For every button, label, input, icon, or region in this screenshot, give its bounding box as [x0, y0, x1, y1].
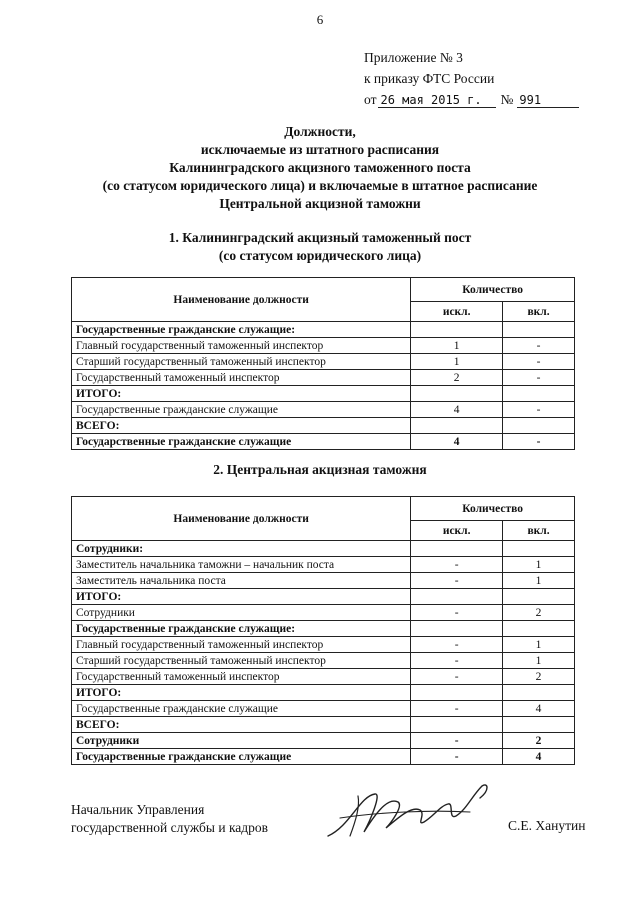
table-row — [72, 733, 575, 749]
row-incl: 4 — [503, 749, 575, 765]
row-excl: - — [411, 701, 503, 717]
row-incl: 4 — [503, 701, 575, 717]
row-incl — [503, 717, 575, 733]
title-line: исключаемые из штатного расписания — [200, 142, 440, 157]
table-row — [72, 717, 575, 733]
row-name: Государственный таможенный инспектор — [72, 370, 411, 386]
table-row — [72, 354, 575, 370]
header-excl: искл. — [411, 302, 503, 322]
row-incl — [503, 418, 575, 434]
row-incl — [503, 386, 575, 402]
row-name: Государственные гражданские служащие — [72, 701, 411, 717]
row-excl: - — [411, 669, 503, 685]
title-line: Должности, — [284, 124, 356, 139]
table-row — [72, 701, 575, 717]
row-incl — [503, 589, 575, 605]
header-excl: искл. — [411, 521, 503, 541]
row-incl: - — [503, 434, 575, 450]
row-name: Государственные гражданские служащие: — [72, 621, 411, 637]
signature-title — [71, 801, 268, 837]
title-line: Калининградского акцизного таможенного поста — [169, 160, 471, 175]
row-incl: 2 — [503, 733, 575, 749]
row-excl — [411, 685, 503, 701]
header-position: Наименование должности — [72, 497, 411, 541]
row-name: Сотрудники: — [72, 541, 411, 557]
row-name: Старший государственный таможенный инспектор — [72, 354, 411, 370]
row-excl — [411, 386, 503, 402]
appendix-no-sign: № — [500, 92, 514, 107]
appendix-title: Приложение № 3 — [364, 50, 463, 65]
appendix-ot: от — [364, 92, 377, 107]
appendix-number: 991 — [517, 93, 579, 108]
row-excl: 4 — [411, 434, 503, 450]
section2-table — [71, 496, 575, 765]
appendix-date-line — [364, 89, 579, 110]
table-row — [72, 749, 575, 765]
title-line: (со статусом юридического лица) и включаемые в штатное расписание — [102, 178, 538, 193]
row-excl — [411, 589, 503, 605]
table-row — [72, 605, 575, 621]
section1-title-line2: (со статусом юридического лица) — [218, 248, 422, 263]
row-name: Главный государственный таможенный инспектор — [72, 637, 411, 653]
row-incl: 1 — [503, 573, 575, 589]
row-excl: 2 — [411, 370, 503, 386]
table-row — [72, 402, 575, 418]
section1-title-line1: 1. Калининградский акцизный таможенный пост — [168, 230, 472, 245]
header-quantity: Количество — [411, 278, 575, 302]
section1-table — [71, 277, 575, 450]
table-row — [72, 573, 575, 589]
row-excl: - — [411, 637, 503, 653]
row-name: Старший государственный таможенный инспектор — [72, 653, 411, 669]
page-number: 6 — [316, 12, 324, 27]
row-excl: - — [411, 557, 503, 573]
row-incl — [503, 541, 575, 557]
row-excl: - — [411, 573, 503, 589]
row-incl: - — [503, 370, 575, 386]
row-excl — [411, 621, 503, 637]
signer-name: С.Е. Ханутин — [508, 818, 586, 833]
row-name: Государственные гражданские служащие — [72, 434, 411, 450]
row-name: Сотрудники — [72, 605, 411, 621]
table-row — [72, 322, 575, 338]
row-name: ВСЕГО: — [72, 418, 411, 434]
row-incl: 1 — [503, 653, 575, 669]
row-excl — [411, 418, 503, 434]
row-incl — [503, 621, 575, 637]
row-incl: - — [503, 338, 575, 354]
row-incl: 1 — [503, 557, 575, 573]
appendix-order: к приказу ФТС России — [364, 71, 495, 86]
row-incl — [503, 322, 575, 338]
row-incl: - — [503, 402, 575, 418]
row-name: Заместитель начальника таможни – начальник поста — [72, 557, 411, 573]
row-excl — [411, 717, 503, 733]
row-excl: - — [411, 749, 503, 765]
row-name: ИТОГО: — [72, 589, 411, 605]
row-excl: - — [411, 733, 503, 749]
section2-title: 2. Центральная акцизная таможня — [213, 462, 427, 477]
row-incl: 1 — [503, 637, 575, 653]
table-row — [72, 418, 575, 434]
row-name: Сотрудники — [72, 733, 411, 749]
table-row — [72, 637, 575, 653]
row-excl: 1 — [411, 354, 503, 370]
table-row — [72, 541, 575, 557]
row-excl — [411, 322, 503, 338]
table-row — [72, 669, 575, 685]
title-line: Центральной акцизной таможни — [219, 196, 421, 211]
row-incl — [503, 685, 575, 701]
row-excl: 4 — [411, 402, 503, 418]
header-incl: вкл. — [503, 302, 575, 322]
header-position: Наименование должности — [72, 278, 411, 322]
table-row — [72, 386, 575, 402]
handwritten-signature — [320, 776, 500, 846]
table-row — [72, 434, 575, 450]
document-title — [0, 123, 640, 213]
table-row — [72, 589, 575, 605]
table-row — [72, 338, 575, 354]
signature-line2: государственной службы и кадров — [71, 820, 269, 835]
row-name: Государственные гражданские служащие — [72, 402, 411, 418]
row-incl: 2 — [503, 669, 575, 685]
signature-line1: Начальник Управления — [71, 802, 205, 817]
table-row — [72, 685, 575, 701]
row-excl: 1 — [411, 338, 503, 354]
table-row — [72, 621, 575, 637]
table-row — [72, 653, 575, 669]
table-row — [72, 370, 575, 386]
row-name: ВСЕГО: — [72, 717, 411, 733]
row-name: Заместитель начальника поста — [72, 573, 411, 589]
table-row — [72, 557, 575, 573]
row-incl: - — [503, 354, 575, 370]
row-incl: 2 — [503, 605, 575, 621]
row-excl: - — [411, 653, 503, 669]
row-name: Главный государственный таможенный инспектор — [72, 338, 411, 354]
row-name: ИТОГО: — [72, 386, 411, 402]
appendix-block — [364, 47, 579, 110]
header-quantity: Количество — [411, 497, 575, 521]
row-name: Государственные гражданские служащие: — [72, 322, 411, 338]
row-name: Государственный таможенный инспектор — [72, 669, 411, 685]
row-name: Государственные гражданские служащие — [72, 749, 411, 765]
section1-title — [0, 229, 640, 265]
header-incl: вкл. — [503, 521, 575, 541]
appendix-date: 26 мая 2015 г. — [378, 93, 496, 108]
row-excl: - — [411, 605, 503, 621]
row-excl — [411, 541, 503, 557]
row-name: ИТОГО: — [72, 685, 411, 701]
